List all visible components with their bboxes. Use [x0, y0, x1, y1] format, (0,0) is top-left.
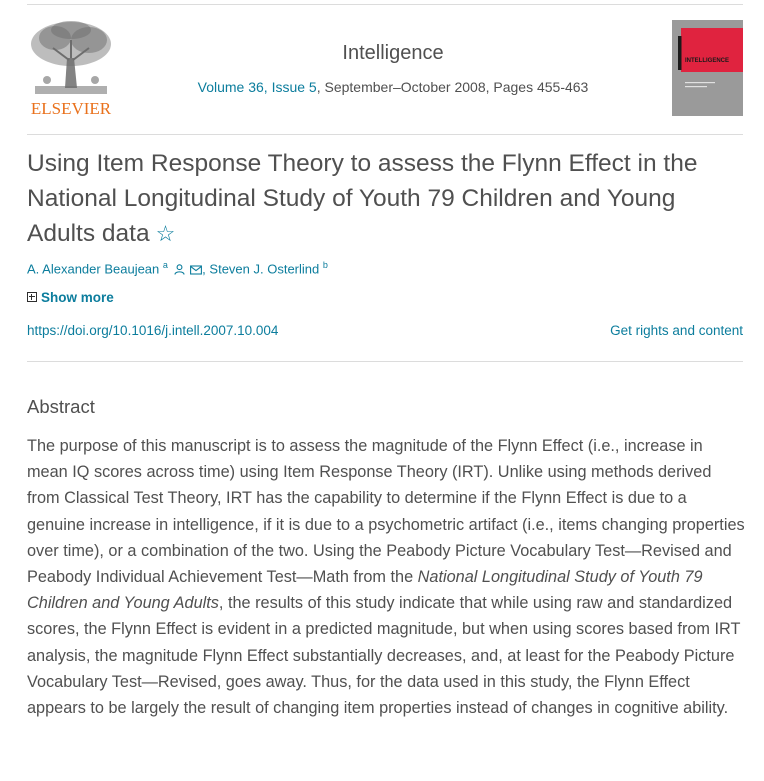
star-icon[interactable]: ☆ [155, 221, 176, 246]
journal-cover[interactable] [672, 20, 743, 116]
issue-line [137, 79, 649, 95]
elsevier-wordmark: ELSEVIER [30, 99, 112, 116]
article-title [27, 146, 743, 251]
article-header [27, 18, 743, 118]
author-name[interactable]: A. Alexander Beaujean [27, 261, 160, 277]
header-divider [27, 134, 743, 135]
abstract-italic-term: National Longitudinal Study of Youth 79 Children and Young Adults [27, 568, 703, 613]
cover-title: INTELLIGENCE [685, 58, 730, 64]
volume-issue-link[interactable]: Volume 36, Issue 5 [197, 79, 317, 95]
top-divider [27, 4, 743, 5]
author-separator: , [202, 261, 210, 277]
abstract-text-part: , the results of this study indicate that while using raw and standardized scores, the Flynn Effect is evident in a predicted magnitude, but when using scores based from IRT analysis, the magnitude Flynn Effect substantially decreases, and, at least for the Peabody Picture Vocabulary Test—Revised, goes away. Thus, for the data used in this study, the Flynn Effect appears to be largely the result of changing item properties instead of changes in cognitive ability. [27, 594, 741, 718]
envelope-icon[interactable] [190, 265, 202, 275]
abstract-heading: Abstract [27, 396, 95, 417]
rights-link[interactable]: Get rights and content [610, 323, 743, 338]
elsevier-logo[interactable] [27, 18, 115, 116]
issue-details: , September–October 2008, Pages 455-463 [316, 79, 589, 95]
author-affiliation[interactable]: a [162, 260, 168, 270]
section-divider [27, 361, 743, 362]
author-affiliation[interactable]: b [322, 260, 328, 270]
journal-name[interactable]: Intelligence [342, 42, 444, 64]
author-name[interactable]: Steven J. Osterlind [209, 261, 320, 277]
abstract-text-part: The purpose of this manuscript is to assess the magnitude of the Flynn Effect (i.e., increase in mean IQ scores across time) using Item Response Theory (IRT). Unlike using methods derived from Classical Test Theory, IRT has the capability to determine if the Flynn Effect is due to a genuine increase in intelligence, if it is due to a psychometric artifact (i.e., items changing properties over time), or a combination of the two. Using the Peabody Picture Vocabulary Test—Revised and Peabody Individual Achievement Test—Math from the [27, 437, 745, 587]
show-more-button[interactable] [27, 290, 114, 305]
article-title-text: Using Item Response Theory to assess the Flynn Effect in the National Longitudinal Study of Youth 79 Children and Young Adults data [27, 150, 698, 247]
plus-box-icon [27, 292, 37, 302]
show-more-label: Show more [41, 290, 114, 305]
abstract-body [27, 433, 747, 721]
journal-info [137, 42, 649, 95]
doi-link[interactable]: https://doi.org/10.1016/j.intell.2007.10.004 [27, 323, 279, 338]
author-list [27, 260, 328, 276]
person-icon[interactable] [174, 264, 185, 275]
